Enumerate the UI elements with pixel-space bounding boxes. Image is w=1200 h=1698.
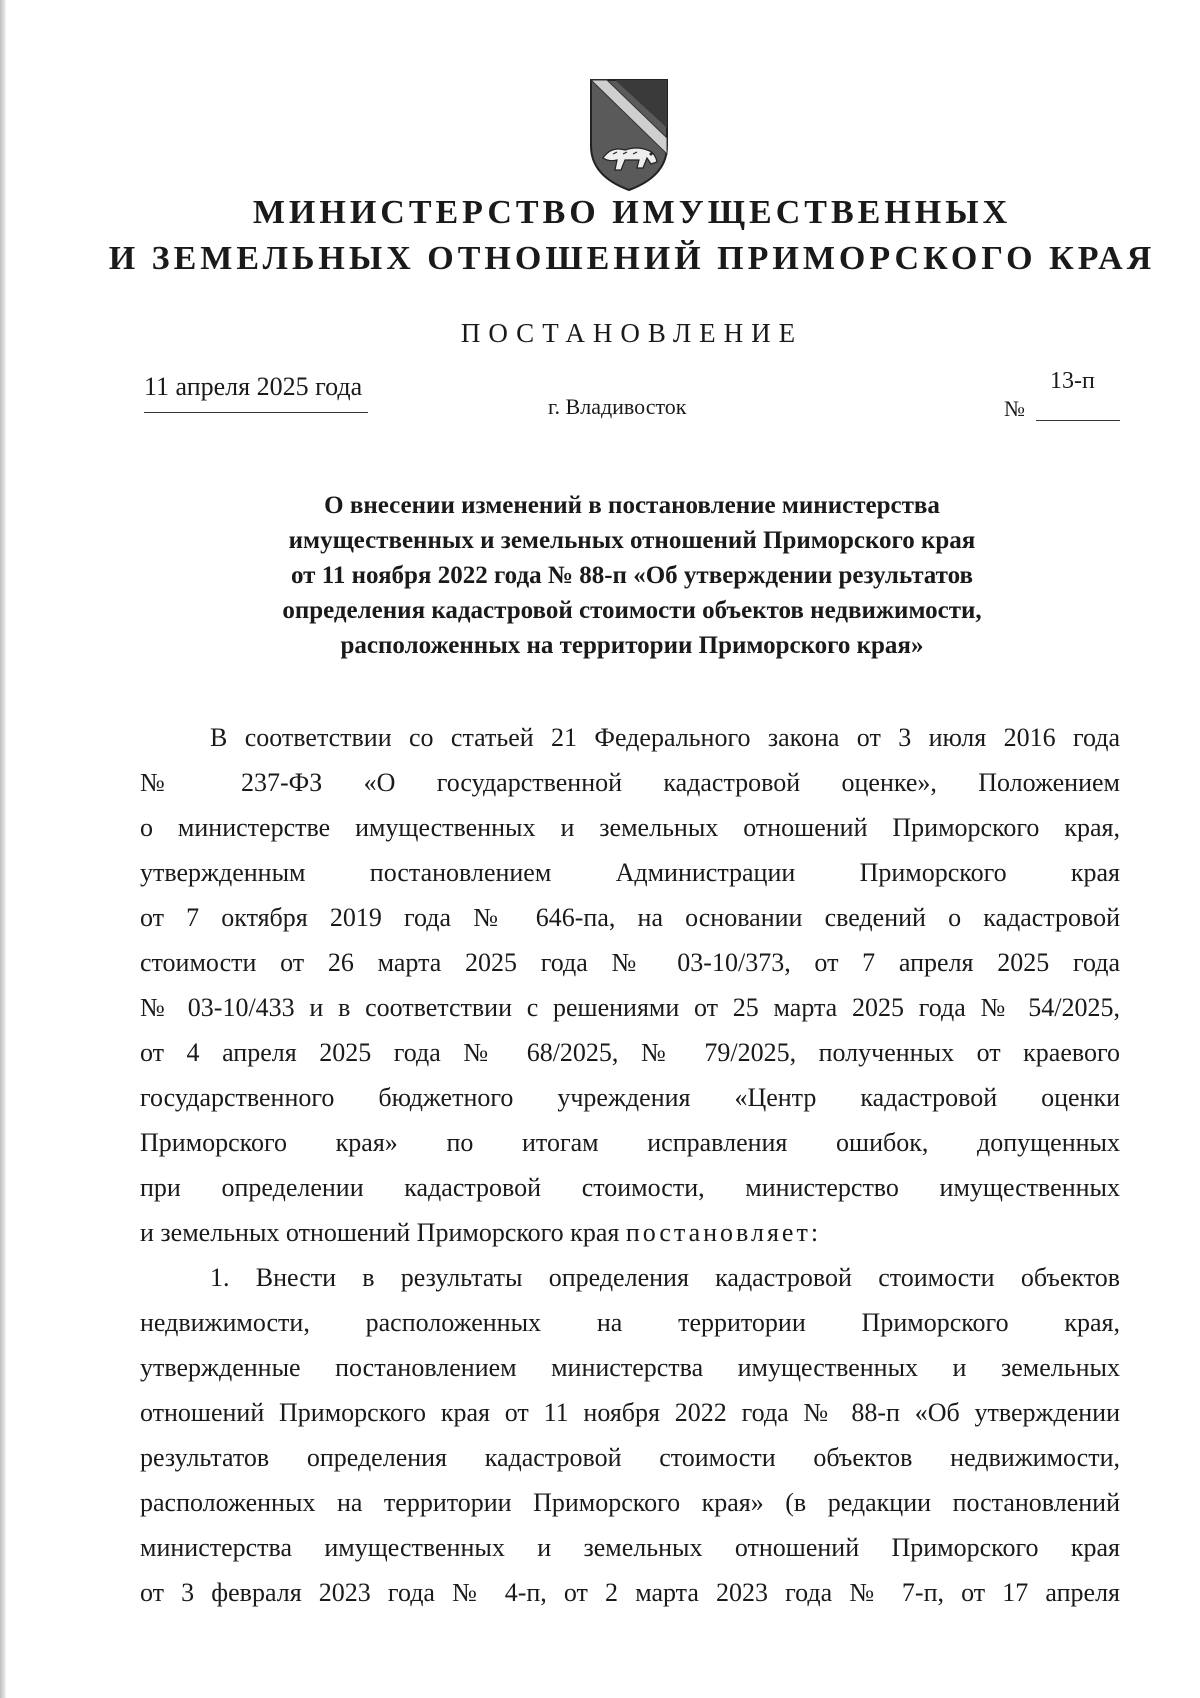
document-title: [200, 488, 1064, 663]
primorsky-krai-coat-of-arms-icon: [585, 76, 673, 194]
ministry-line-2: И ЗЕМЕЛЬНЫХ ОТНОШЕНИЙ ПРИМОРСКОГО КРАЯ: [108, 240, 1156, 277]
body-line: утвержденные постановлением министерства имущественных и земельных: [140, 1353, 1120, 1382]
body-line: № 03-10/433 и в соответствии с решениями от 25 марта 2025 года № 54/2025,: [140, 993, 1120, 1022]
body-line-text: и земельных отношений Приморского края: [140, 1218, 626, 1247]
title-line: О внесении изменений в постановление министерства: [324, 492, 940, 519]
body-line: министерства имущественных и земельных отношений Приморского края: [140, 1533, 1120, 1562]
ministry-name: [0, 190, 1200, 282]
ministry-line-1: МИНИСТЕРСТВО ИМУЩЕСТВЕННЫХ: [252, 194, 1012, 231]
body-line: [140, 1210, 1120, 1255]
body-line: от 4 апреля 2025 года № 68/2025, № 79/2025, полученных от краевого: [140, 1038, 1120, 1067]
title-line: имущественных и земельных отношений Приморского края: [288, 527, 976, 554]
body-line: утвержденным постановлением Администрации Приморского края: [140, 858, 1120, 887]
body-line: при определении кадастровой стоимости, министерство имущественных: [140, 1173, 1120, 1202]
body-line: от 7 октября 2019 года № 646-па, на основании сведений о кадастровой: [140, 903, 1120, 932]
resolves-word: постановляет:: [625, 1218, 822, 1247]
body-line: результатов определения кадастровой стоимости объектов недвижимости,: [140, 1443, 1120, 1472]
body-line: государственного бюджетного учреждения «Центр кадастровой оценки: [140, 1083, 1120, 1112]
body-line: о министерстве имущественных и земельных отношений Приморского края,: [140, 813, 1120, 842]
document-city: г. Владивосток: [548, 394, 687, 419]
body-line: расположенных на территории Приморского края» (в редакции постановлений: [140, 1488, 1120, 1517]
title-line: расположенных на территории Приморского края»: [340, 632, 924, 659]
document-type: ПОСТАНОВЛЕНИЕ: [460, 318, 804, 348]
body-line: стоимости от 26 марта 2025 года № 03-10/373, от 7 апреля 2025 года: [140, 948, 1120, 977]
document-date: 11 апреля 2025 года: [144, 372, 363, 401]
body-line: № 237-ФЗ «О государственной кадастровой оценке», Положением: [140, 768, 1120, 797]
body-line: отношений Приморского края от 11 ноября 2022 года № 88-п «Об утверждении: [140, 1398, 1120, 1427]
document-number: 13-п: [1050, 368, 1095, 394]
body-line: недвижимости, расположенных на территории Приморского края,: [140, 1308, 1120, 1337]
date-underline: [144, 412, 368, 413]
body-line: В соответствии со статьей 21 Федерального закона от 3 июля 2016 года: [210, 723, 1120, 752]
document-body: [140, 715, 1120, 1615]
body-line: 1. Внести в результаты определения кадастровой стоимости объектов: [210, 1263, 1120, 1292]
number-underline: [1036, 420, 1120, 421]
number-sign: №: [1004, 396, 1025, 421]
title-line: определения кадастровой стоимости объектов недвижимости,: [282, 597, 982, 624]
body-line: Приморского края» по итогам исправления ошибок, допущенных: [140, 1128, 1120, 1157]
title-line: от 11 ноября 2022 года № 88-п «Об утверждении результатов: [291, 562, 973, 589]
body-line: от 3 февраля 2023 года № 4-п, от 2 марта 2023 года № 7-п, от 17 апреля: [140, 1578, 1120, 1607]
